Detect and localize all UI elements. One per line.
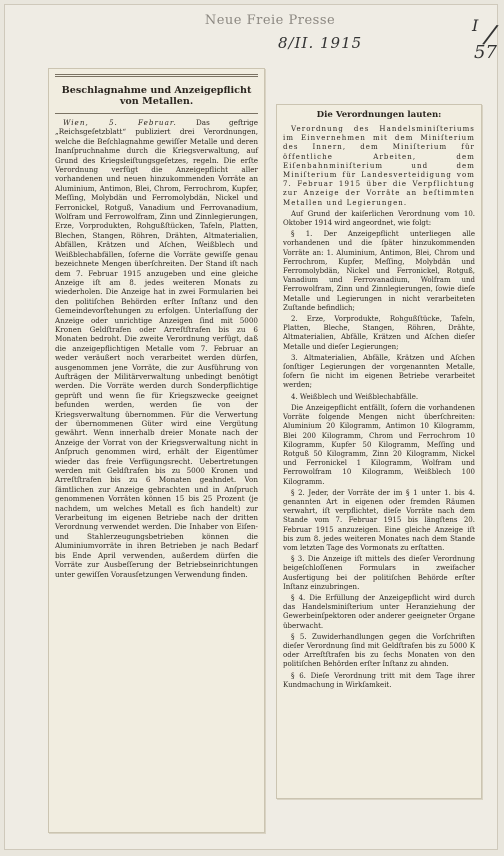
regulation-paragraph: § 2. Jeder, der Vorräte der im § 1 unter 1. bis 4. genannten Art in eigenen oder fremden Räumen verwahrt, iſt verpflichtet, dieſe Vorräte nach dem Stande vom 7. Februar 1915 bis längſtens 20. Februar 1915 anzuzeigen. Eine gleiche Anzeige iſt bis zum 8. jedes weiteren Monates nach dem Stande vom letzten Tage des Vormonats zu erſtatten.: [283, 488, 475, 552]
regulation-paragraph: Auf Grund der kaiſerlichen Verordnung vom 10. Oktober 1914 wird angeordnet, wie folgt:: [283, 209, 475, 228]
regulation-body: [283, 125, 475, 690]
regulation-paragraph: § 1. Der Anzeigepflicht unterliegen alle vorhandenen und die ſpäter hinzukommenden Vorräte an: 1. Aluminium, Antimon, Blei, Chrom und Ferrochrom, Kupfer, Meſſing, Molybdän und Ferromolybdän, Nickel und Ferronickel, Rotguß, Vanadium und Ferrovanadium, Wolfram und Ferrowolfram, Zinn und Zinnlegierungen, ſowie dieſe Metalle und Legierungen in nicht verarbeiteten Zuſtande befindlich;: [283, 230, 475, 312]
regulation-heading: Die Verordnungen lauten:: [316, 110, 442, 120]
regulation-paragraph: § 4. Die Erfüllung der Anzeigepflicht wird durch das Handelsminiſterium unter Heranziehung der Gewerbeinſpektoren oder anderer geeigneter Organe überwacht.: [283, 593, 475, 630]
regulation-paragraph: Verordnung des Handelsminiſteriums im Einvernehmen mit dem Miniſterium des Innern, dem Miniſterium für öffentliche Arbeiten, dem Eiſenbahnminiſterium und dem Miniſterium für Landesverteidigung vom 7. Februar 1915 über die Verpflichtung zur Anzeige der Vorräte an beſtimmten Metallen und Legierungen.: [283, 125, 475, 207]
article-paragraph: Das geftrige „Reichsgeſetzblatt“ publiziert drei Verordnungen, welche die Beſchlagnahme gewiſſer Metalle und deren Inanſpruchnahme durch die Kriegsverwaltung, auf Grund des Kriegsleiſtungsgeſetzes, regeln. Die erſte Verordnung verfügt die Anzeigepflicht aller vorhandenen und neuen hinzukommenden Vorräte an Aluminium, Antimon, Blei, Chrom, Ferrochrom, Kupfer, Meſſing, Molybdän und Ferromolybdän, Nickel und Ferronickel, Rotguß, Vanadium und Ferrovanadium, Wolfram und Ferrowolfram, Zinn und Zinnlegierungen, Erze, Vorprodukten, Rohgußſtücken, Tafeln, Platten, Blechen, Stangen, Röhren, Drähten, Altmaterialien, Abfällen, Krätzen und Aſchen, Weißblech und Weißblechabfällen, ſoferne die Vorräte gewiſſe genau bezeichnete Mengen überſchreiten. Der Stand iſt nach dem 7. Februar 1915 anzugeben und eine gleiche Anzeige iſt am 8. jedes weiteren Monats zu wiederholen. Die Anzeige hat in zwei Formularien bei den politiſchen Behörden erſter Inſtanz und den Gemeindevorſtehungen zu erfolgen. Unterlaſſung der Anzeige oder unrichtige Anzeigen ſind mit 5000 Kronen Geldſtrafen oder Arreſtſtrafen bis zu 6 Monaten bedroht. Die zweite Verordnung verfügt, daß die anzeigepflichtigen Metalle vom 7. Februar an weder veräußert noch verarbeitet werden dürfen, ausgenommen jene Vorräte, die zur Ausführung von Aufträgen der Militärverwaltung unbedingt benötigt werden. Die Vorräte werden durch Sonderpflichtige geprüft und wenn ſie für Kriegszwecke geeignet befunden werden, werden ſie von der Kriegsverwaltung übernommen. Für die Verwertung der übernommenen Güter wird eine Vergütung gewährt. Wenn innerhalb dreier Monate nach der Anzeige der Vorrat von der Kriegsverwaltung nicht in Anſpruch genommen wird, erhält der Eigentümer wieder das freie Verfügungsrecht. Uebertretungen werden mit Geldſtrafen bis zu 5000 Kronen und Arreſtſtrafen bis zu 6 Monaten geahndet. Von ſämtlichen zur Anzeige gebrachten und in Anſpruch genommenen Vorräten können 15 bis 25 Prozent (je nachdem, um welches Metall es ſich handelt) zur Verarbeitung im eigenen Betriebe nach der dritten Verordnung verwendet werden. Die Inhaber von Eiſen- und Stahlerzeugungsbetrieben können die Aluminiumvorräte in ihren Betrieben je nach Bedarf bis Ende April verwenden, außerdem dürfen die Vorräte zur Ausbeſſerung der Betriebseinrichtungen unter gewiſſen Vorausſetzungen Verwendung finden.: [55, 118, 258, 579]
left-clipping: [48, 68, 265, 833]
regulation-paragraph: § 6. Dieſe Verordnung tritt mit dem Tage ihrer Kundmachung in Wirkſamkeit.: [283, 671, 475, 689]
newspaper-masthead: Neue Freie Presse: [204, 13, 336, 28]
regulation-paragraph: 4. Weißblech und Weißblechabfälle.: [291, 392, 419, 401]
title-rule: [55, 113, 258, 114]
top-rule: [55, 74, 258, 77]
regulation-paragraph: 3. Altmaterialien, Abfälle, Krätzen und Aſchen ſonſtiger Legierungen der vorgenannten Metalle, ſofern ſie nicht im eigenen Betriebe verarbeitet werden;: [283, 353, 475, 390]
handwritten-date: 8/II. 1915: [278, 34, 363, 52]
archive-mark-slash: /: [483, 19, 498, 51]
archive-mark: [472, 16, 498, 78]
article-title: Beschlagnahme und Anzeigepflicht von Metallen.: [61, 85, 252, 107]
regulation-paragraph: § 3. Die Anzeige iſt mittels des dieſer Verordnung beigeſchloſſenen Formulars in zweifacher Ausfertigung bei der politiſchen Behörde erſter Inſtanz einzubringen.: [283, 555, 475, 591]
regulation-paragraph: § 5. Zuwiderhandlungen gegen die Vorſchriften dieſer Verordnung ſind mit Geldſtrafen bis zu 5000 K oder Arreſtſtrafen bis zu ſechs Monaten von den politiſchen Behörden erſter Inſtanz zu ahnden.: [283, 632, 475, 669]
regulation-paragraph: 2. Erze, Vorprodukte, Rohgußſtücke, Tafeln, Platten, Bleche, Stangen, Röhren, Drähte, Altmaterialien, Abfälle, Krätzen und Aſchen dieſer Metalle und dieſer Legierungen;: [283, 315, 475, 351]
article-body: [55, 118, 258, 579]
dateline: Wien, 5. Februar.: [63, 118, 177, 127]
archive-sheet: [4, 4, 498, 850]
archive-mark-top: I: [472, 16, 479, 35]
regulation-paragraph: Die Anzeigepflicht entfällt, ſofern die vorhandenen Vorräte folgende Mengen nicht überſchreiten: Aluminium 20 Kilogramm, Antimon 10 Kilogramm, Blei 200 Kilogramm, Chrom und Ferrochrom 10 Kilogramm, Kupfer 50 Kilogramm, Meſſing und Rotguß 50 Kilogramm, Zinn 20 Kilogramm, Nickel und Ferronickel 1 Kilogramm, Wolfram und Ferrowolfram 10 Kilogramm, Weißblech 100 Kilogramm.: [283, 403, 475, 486]
right-clipping: [276, 104, 482, 799]
archive-mark-bottom: 57: [474, 42, 497, 63]
